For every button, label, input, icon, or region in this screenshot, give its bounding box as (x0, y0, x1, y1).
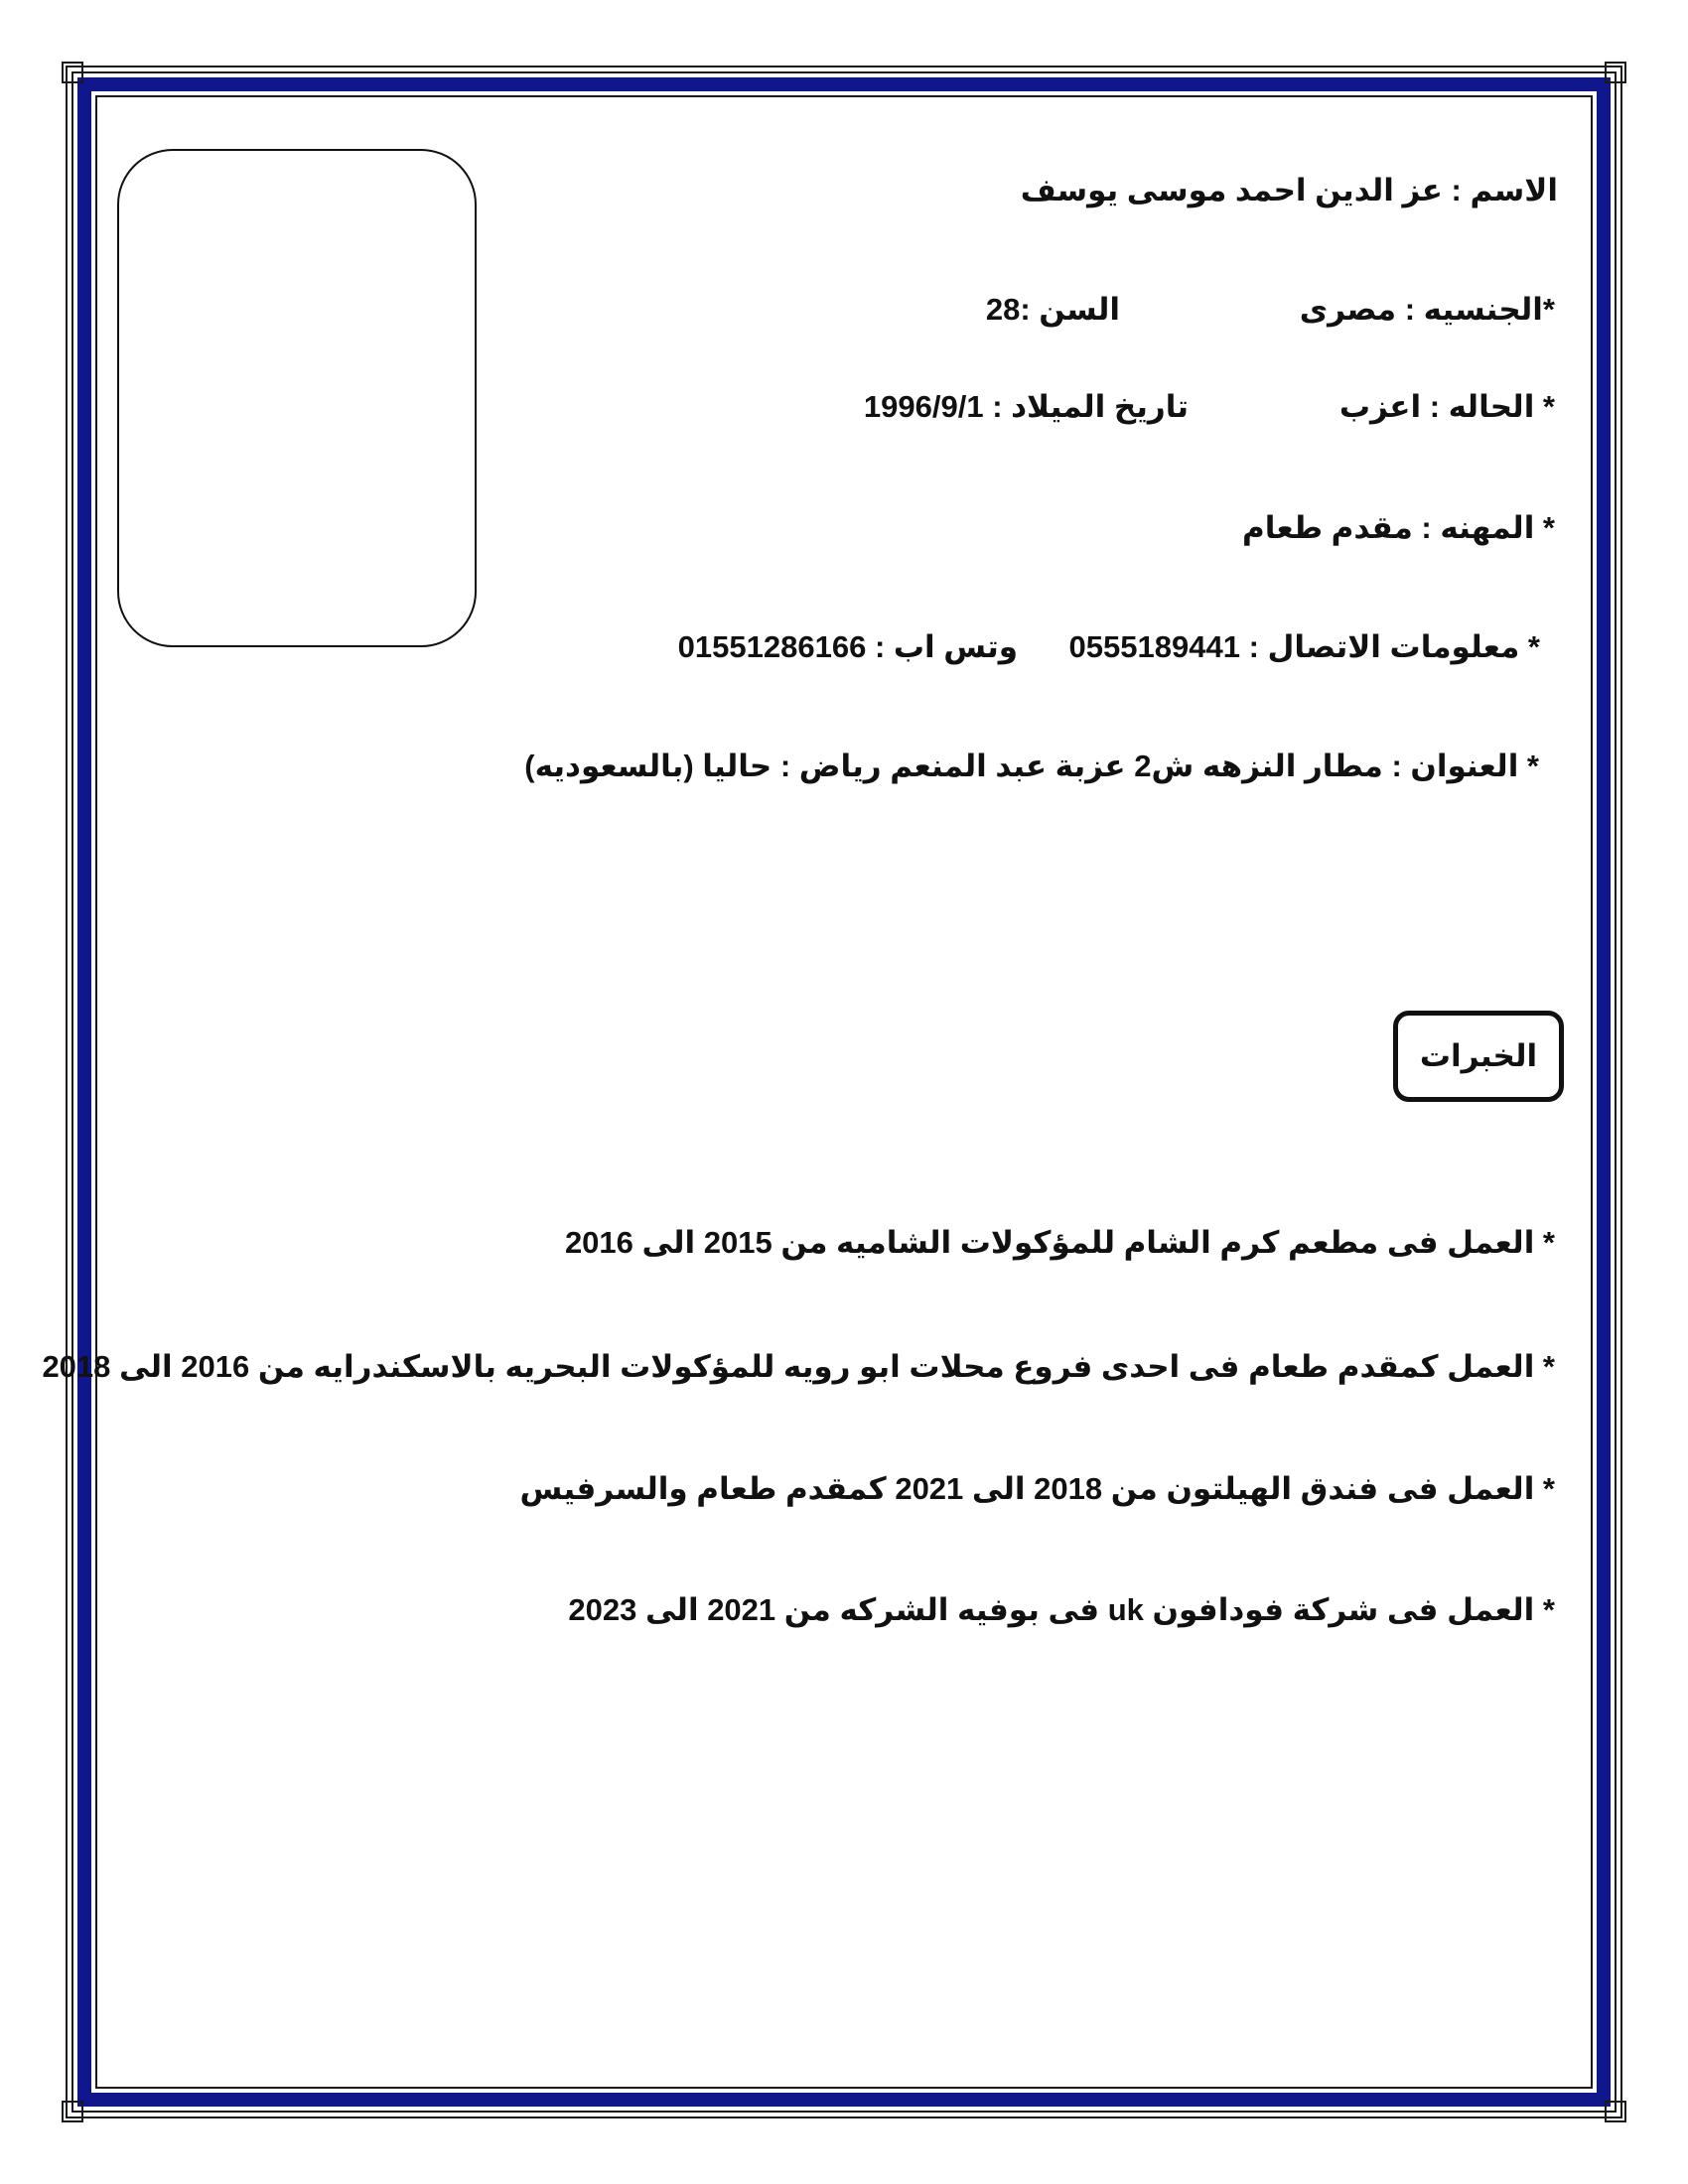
border-corner-bottom-right (1605, 2101, 1626, 2122)
experience-item: * العمل فى شركة فودافون uk فى بوفيه الشركه من 2021 الى 2023 (568, 1592, 1555, 1627)
whatsapp-text: وتس اب : 01551286166 (677, 629, 1018, 664)
birthdate-text: تاريخ الميلاد : 1996/9/1 (863, 389, 1189, 424)
border-corner-top-left (62, 62, 83, 83)
experience-item: * العمل فى مطعم كرم الشام للمؤكولات الشاميه من 2015 الى 2016 (564, 1225, 1555, 1260)
profession-text: * المهنه : مقدم طعام (1242, 510, 1555, 545)
name-text: الاسم : عز الدين احمد موسى يوسف (1020, 173, 1558, 207)
border-corner-top-right (1605, 62, 1626, 83)
photo-placeholder (117, 149, 477, 647)
experience-item: * العمل فى فندق الهيلتون من 2018 الى 2021 كمقدم طعام والسرفيس (519, 1471, 1555, 1506)
age-text: السن :28 (985, 292, 1120, 327)
experience-item: * العمل كمقدم طعام فى احدى فروع محلات ابو رويه للمؤكولات البحريه بالاسكندرايه من 2016 الى 2018 (42, 1349, 1555, 1384)
name-line (1021, 171, 1558, 210)
contact-text: * معلومات الاتصال : 0555189441 (1068, 629, 1540, 664)
experience-heading-box (1393, 1011, 1564, 1102)
experience-heading: الخبرات (1419, 1038, 1538, 1073)
address-text: * العنوان : مطار النزهه ش2 عزبة عبد المنعم رياض : حاليا (بالسعوديه) (524, 749, 1539, 783)
border-corner-bottom-left (62, 2101, 83, 2122)
status-text: * الحاله : اعزب (1338, 389, 1555, 424)
nationality-text: *الجنسيه : مصرى (1299, 292, 1555, 327)
